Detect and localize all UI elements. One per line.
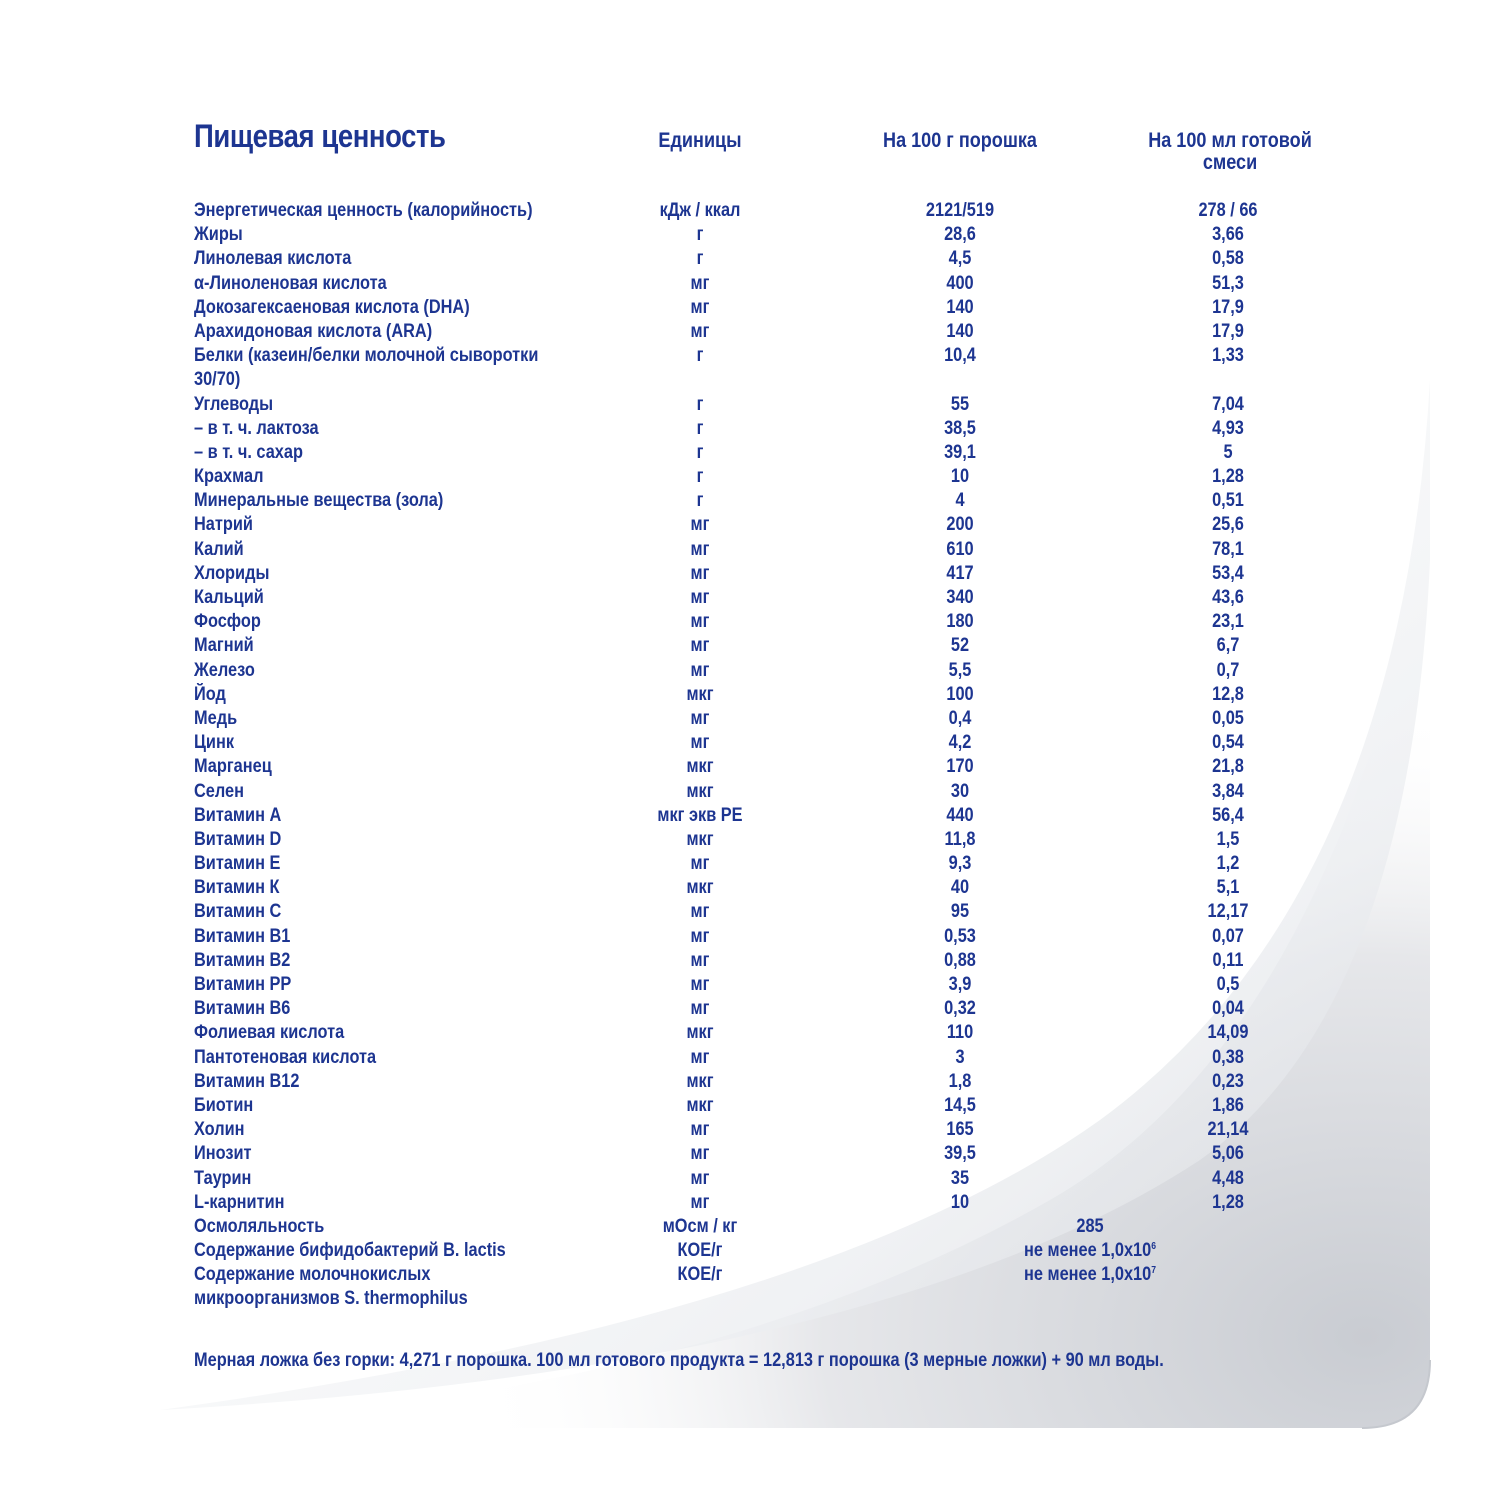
value-per-100g: 30 (950, 780, 970, 802)
value-per-100g: 0,4 (948, 707, 972, 729)
table-row (0, 320, 1500, 344)
value-per-100ml: 5,1 (1216, 877, 1240, 899)
value-per-100ml: 6,7 (1216, 635, 1240, 657)
value-exponent: 6 (1151, 1241, 1157, 1253)
nutrient-name: – в т. ч. лактоза (194, 417, 319, 439)
nutrient-unit: мг (690, 320, 710, 342)
table-row (0, 489, 1500, 513)
value-per-100g: 35 (950, 1167, 970, 1189)
value-per-100ml: 23,1 (1212, 611, 1244, 633)
value-per-100ml: 278 / 66 (1198, 200, 1258, 221)
nutrient-unit: мкг экв РЕ (657, 804, 743, 826)
table-row (0, 272, 1500, 296)
table-row (0, 780, 1500, 804)
nutrient-name: Магний (194, 635, 254, 657)
value-per-100g: 110 (946, 1022, 974, 1044)
value-per-100ml: 1,2 (1216, 853, 1240, 875)
nutrient-unit: г (696, 441, 704, 463)
nutrient-unit: мкг (686, 683, 714, 705)
nutrient-name: Фосфор (194, 611, 261, 633)
value-per-100g: 140 (946, 320, 974, 342)
value-per-100ml: 1,33 (1212, 345, 1244, 367)
value-per-100g: 417 (946, 562, 974, 584)
nutrient-unit: мг (690, 707, 710, 729)
nutrient-name: Докозагексаеновая кислота (DHA) (194, 296, 470, 318)
value-per-100g: 1,8 (948, 1070, 972, 1092)
value-per-100ml: 3,84 (1212, 780, 1244, 802)
nutrient-unit: мг (690, 1143, 710, 1165)
nutrient-unit: мг (690, 611, 710, 633)
value-per-100ml: 21,14 (1207, 1119, 1249, 1141)
value-per-100g: 400 (946, 272, 974, 294)
nutrient-name: Осмоляльность (194, 1215, 325, 1237)
table-row (0, 973, 1500, 997)
value-per-100g: 28,6 (944, 224, 976, 246)
value-exponent: 7 (1151, 1265, 1157, 1277)
table-row (0, 1167, 1500, 1191)
nutrient-unit: мг (690, 1191, 710, 1213)
value-per-100ml: 0,07 (1212, 925, 1244, 947)
table-row (0, 247, 1500, 271)
nutrient-name: Углеводы (194, 393, 274, 415)
value-per-100ml: 1,28 (1212, 466, 1244, 488)
nutrient-name: Холин (194, 1119, 245, 1141)
value-per-100g: 200 (946, 514, 974, 536)
nutrient-name: Биотин (194, 1094, 254, 1116)
column-header-per-100ml (1127, 130, 1333, 174)
value-per-100ml: 7,04 (1212, 393, 1244, 415)
value-per-100g: 39,5 (944, 1143, 976, 1165)
combined-value-text: не менее 1,0x10 (1023, 1264, 1152, 1286)
nutrient-name: Витамин РР (194, 974, 292, 996)
value-per-100g: 140 (946, 296, 974, 318)
combined-value (1004, 1263, 1176, 1287)
value-per-100g: 170 (946, 756, 974, 778)
value-per-100ml: 4,93 (1212, 417, 1244, 439)
nutrient-name: Энергетическая ценность (калорийность) (194, 200, 533, 221)
value-per-100g: 55 (950, 393, 970, 415)
nutrient-unit: КОЕ/г (677, 1240, 723, 1262)
nutrient-unit: г (696, 345, 704, 367)
nutrient-unit: мкг (686, 1094, 714, 1116)
nutrient-name: – в т. ч. сахар (194, 441, 303, 463)
table-row (0, 634, 1500, 658)
nutrient-unit: мг (690, 732, 710, 754)
nutrient-name: Витамин А (194, 804, 282, 826)
nutrient-name: Витамин D (194, 828, 282, 850)
nutrient-unit: мкг (686, 828, 714, 850)
value-per-100ml: 0,58 (1212, 248, 1244, 270)
table-row (0, 731, 1500, 755)
table-row (0, 949, 1500, 973)
value-per-100ml: 1,86 (1212, 1094, 1244, 1116)
nutrient-unit: мкг (686, 1070, 714, 1092)
value-per-100ml: 25,6 (1212, 514, 1244, 536)
table-row (0, 586, 1500, 610)
table-row (0, 1070, 1500, 1094)
table-row (0, 417, 1500, 441)
nutrient-name: Крахмал (194, 466, 264, 488)
nutrient-unit: г (696, 248, 704, 270)
nutrient-name: Содержание молочнокислых микроорганизмов S. thermophilus (194, 1264, 468, 1310)
table-row (0, 199, 1500, 223)
value-per-100ml: 51,3 (1212, 272, 1244, 294)
value-per-100g: 4 (955, 490, 965, 512)
table-row (0, 1263, 1500, 1311)
table-row (0, 610, 1500, 634)
table-row (0, 538, 1500, 562)
combined-value (1004, 1215, 1176, 1239)
nutrient-unit: мг (690, 853, 710, 875)
value-per-100ml: 17,9 (1212, 296, 1244, 318)
value-per-100g: 100 (946, 683, 974, 705)
table-row (0, 1046, 1500, 1070)
value-per-100g: 39,1 (944, 441, 976, 463)
nutrient-unit: КОЕ/г (677, 1264, 723, 1286)
table-row (0, 828, 1500, 852)
combined-value-text: не менее 1,0x10 (1023, 1240, 1152, 1262)
column-header-per-100ml-line1: На 100 мл готовой (1148, 129, 1312, 152)
combined-value-text: 285 (1076, 1215, 1104, 1237)
value-per-100g: 10 (950, 466, 970, 488)
nutrition-table (0, 199, 1500, 1312)
table-row (0, 804, 1500, 828)
value-per-100ml: 1,28 (1212, 1191, 1244, 1213)
nutrient-unit: г (696, 417, 704, 439)
serving-footnote: Мерная ложка без горки: 4,271 г порошка. 100 мл готового продукта = 12,813 г порошка (3 мерные ложки) + 90 мл воды. (194, 1350, 1164, 1371)
value-per-100ml: 21,8 (1212, 756, 1244, 778)
value-per-100ml: 53,4 (1212, 562, 1244, 584)
value-per-100ml: 17,9 (1212, 320, 1244, 342)
table-row (0, 441, 1500, 465)
nutrient-name: Йод (194, 683, 226, 705)
value-per-100g: 10 (950, 1191, 970, 1213)
nutrient-unit: мг (690, 901, 710, 923)
nutrient-name: Витамин В1 (194, 925, 291, 947)
value-per-100ml: 78,1 (1212, 538, 1244, 560)
nutrient-unit: мг (690, 296, 710, 318)
nutrient-unit: мкг (686, 877, 714, 899)
nutrient-name: Инозит (194, 1143, 252, 1165)
value-per-100g: 10,4 (944, 345, 976, 367)
nutrient-name: Медь (194, 707, 238, 729)
nutrient-unit: г (696, 490, 704, 512)
page-title: Пищевая ценность (194, 118, 446, 154)
value-per-100g: 0,32 (944, 998, 976, 1020)
table-row (0, 513, 1500, 537)
value-per-100ml: 5,06 (1212, 1143, 1244, 1165)
value-per-100g: 40 (950, 877, 970, 899)
nutrient-name: Фолиевая кислота (194, 1022, 345, 1044)
table-row (0, 925, 1500, 949)
table-row (0, 344, 1500, 392)
nutrient-name: Витамин В2 (194, 949, 291, 971)
nutrient-unit: мг (690, 974, 710, 996)
nutrient-unit: мг (690, 1119, 710, 1141)
table-row (0, 1142, 1500, 1166)
nutrient-unit: мг (690, 659, 710, 681)
nutrient-name: Содержание бифидобактерий B. lactis (194, 1240, 506, 1262)
value-per-100g: 610 (946, 538, 974, 560)
value-per-100ml: 3,66 (1212, 224, 1244, 246)
nutrient-unit: мг (690, 925, 710, 947)
nutrient-unit: мкг (686, 756, 714, 778)
nutrient-unit: мг (690, 1167, 710, 1189)
table-row (0, 296, 1500, 320)
value-per-100ml: 5 (1223, 441, 1233, 463)
value-per-100g: 11,8 (944, 828, 976, 850)
nutrient-name: Пантотеновая кислота (194, 1046, 377, 1068)
table-row (0, 755, 1500, 779)
nutrient-name: Калий (194, 538, 244, 560)
table-row (0, 562, 1500, 586)
nutrient-unit: мг (690, 998, 710, 1020)
table-row (0, 1191, 1500, 1215)
table-row (0, 683, 1500, 707)
value-per-100ml: 0,7 (1216, 659, 1240, 681)
value-per-100g: 440 (946, 804, 974, 826)
value-per-100ml: 0,5 (1216, 974, 1240, 996)
nutrient-unit: г (696, 224, 704, 246)
nutrient-name: Марганец (194, 756, 272, 778)
nutrient-name: Витамин В6 (194, 998, 291, 1020)
nutrient-unit: мг (690, 514, 710, 536)
nutrient-name: α-Линоленовая кислота (194, 272, 387, 294)
table-row (0, 900, 1500, 924)
nutrient-name: Цинк (194, 732, 235, 754)
value-per-100ml: 12,8 (1212, 683, 1244, 705)
value-per-100g: 165 (946, 1119, 974, 1141)
value-per-100g: 5,5 (948, 659, 972, 681)
nutrient-name: Железо (194, 659, 255, 681)
nutrient-name: Натрий (194, 514, 253, 536)
value-per-100g: 340 (946, 587, 974, 609)
nutrient-unit: мг (690, 272, 710, 294)
table-row (0, 1215, 1500, 1239)
nutrient-name: Селен (194, 780, 245, 802)
value-per-100g: 2121/519 (925, 200, 995, 221)
nutrient-unit: мг (690, 949, 710, 971)
table-row (0, 852, 1500, 876)
value-per-100ml: 0,11 (1212, 949, 1244, 971)
value-per-100ml: 56,4 (1212, 804, 1244, 826)
value-per-100ml: 0,38 (1212, 1046, 1244, 1068)
table-row (0, 659, 1500, 683)
nutrient-name: Линолевая кислота (194, 248, 352, 270)
value-per-100g: 0,88 (944, 949, 976, 971)
table-row (0, 1021, 1500, 1045)
value-per-100ml: 14,09 (1207, 1022, 1249, 1044)
nutrient-name: Витамин В12 (194, 1070, 300, 1092)
nutrient-unit: г (696, 466, 704, 488)
nutrient-unit: мг (690, 1046, 710, 1068)
nutrient-unit: мг (690, 587, 710, 609)
value-per-100g: 0,53 (944, 925, 976, 947)
table-row (0, 1094, 1500, 1118)
value-per-100ml: 12,17 (1207, 901, 1249, 923)
nutrient-name: Минеральные вещества (зола) (194, 490, 444, 512)
value-per-100g: 4,5 (948, 248, 972, 270)
value-per-100g: 52 (950, 635, 970, 657)
table-row (0, 997, 1500, 1021)
table-row (0, 393, 1500, 417)
nutrient-unit: г (696, 393, 704, 415)
table-header (0, 118, 1500, 198)
nutrient-name: Арахидоновая кислота (ARA) (194, 320, 433, 342)
nutrient-unit: мг (690, 538, 710, 560)
value-per-100ml: 4,48 (1212, 1167, 1244, 1189)
table-row (0, 1118, 1500, 1142)
value-per-100ml: 0,04 (1212, 998, 1244, 1020)
value-per-100g: 95 (950, 901, 970, 923)
value-per-100g: 9,3 (948, 853, 972, 875)
value-per-100g: 4,2 (948, 732, 972, 754)
nutrient-name: L-карнитин (194, 1191, 285, 1213)
value-per-100ml: 0,05 (1212, 707, 1244, 729)
table-row (0, 1239, 1500, 1263)
nutrient-name: Витамин С (194, 901, 282, 923)
nutrient-unit: кДж / ккал (659, 200, 741, 221)
value-per-100ml: 1,5 (1216, 828, 1240, 850)
value-per-100g: 3,9 (948, 974, 972, 996)
value-per-100ml: 0,54 (1212, 732, 1244, 754)
nutrient-unit: мОсм / кг (662, 1215, 738, 1237)
nutrient-name: Жиры (194, 224, 243, 246)
nutrient-name: Таурин (194, 1167, 252, 1189)
nutrient-name: Кальций (194, 587, 264, 609)
nutrient-name: Хлориды (194, 562, 270, 584)
nutrient-name: Витамин Е (194, 853, 281, 875)
value-per-100ml: 43,6 (1212, 587, 1244, 609)
nutrient-unit: мг (690, 635, 710, 657)
nutrient-unit: мг (690, 562, 710, 584)
value-per-100ml: 0,23 (1212, 1070, 1244, 1092)
value-per-100g: 180 (946, 611, 974, 633)
nutrient-name: Витамин К (194, 877, 280, 899)
table-row (0, 876, 1500, 900)
combined-value (1004, 1239, 1176, 1263)
value-per-100g: 38,5 (944, 417, 976, 439)
nutrient-unit: мкг (686, 780, 714, 802)
nutrient-unit: мкг (686, 1022, 714, 1044)
column-header-per-100ml-line2: смеси (1202, 151, 1258, 174)
table-row (0, 707, 1500, 731)
column-header-per-100g: На 100 г порошка (883, 129, 1037, 152)
value-per-100g: 14,5 (944, 1094, 976, 1116)
table-row (0, 465, 1500, 489)
value-per-100g: 3 (955, 1046, 965, 1068)
column-header-units: Единицы (658, 129, 742, 152)
table-row (0, 223, 1500, 247)
value-per-100ml: 0,51 (1212, 490, 1244, 512)
nutrient-name: Белки (казеин/белки молочной сыворотки 30/70) (194, 345, 539, 391)
